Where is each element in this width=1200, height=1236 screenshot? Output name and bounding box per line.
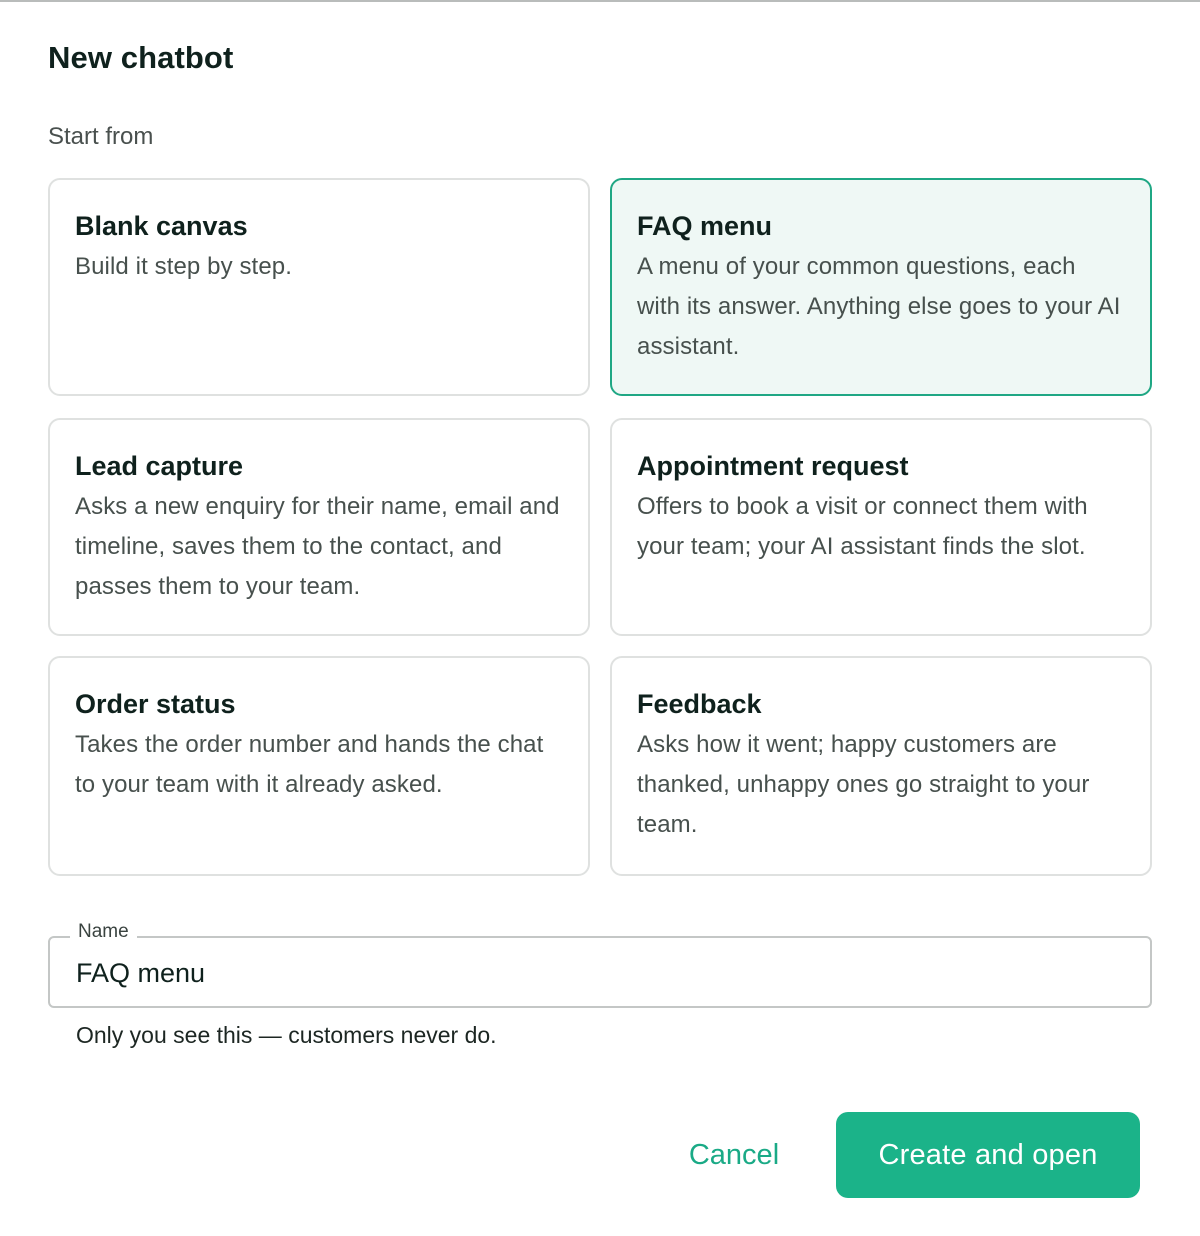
template-card-description: Asks how it went; happy customers are thanked, unhappy ones go straight to your team. xyxy=(637,731,1090,838)
name-helper-text: Only you see this — customers never do. xyxy=(76,1022,497,1048)
template-card-title: Feedback xyxy=(637,689,762,719)
name-input[interactable] xyxy=(76,956,1116,990)
template-card-description: A menu of your common questions, each with its answer. Anything else goes to your AI assistant. xyxy=(637,253,1121,360)
template-card-lead-capture[interactable] xyxy=(48,418,590,636)
template-card-description: Build it step by step. xyxy=(75,253,292,280)
dialog-title: New chatbot xyxy=(48,40,234,75)
cancel-button[interactable]: Cancel xyxy=(668,1112,800,1198)
template-card-appointment-request[interactable] xyxy=(610,418,1152,636)
template-card-faq-menu[interactable] xyxy=(610,178,1152,396)
template-card-title: Appointment request xyxy=(637,451,909,481)
template-card-title: FAQ menu xyxy=(637,211,773,241)
template-card-description: Offers to book a visit or connect them with your team; your AI assistant finds the slot. xyxy=(637,493,1088,560)
template-card-order-status[interactable] xyxy=(48,656,590,876)
template-card-description: Takes the order number and hands the chat to your team with it already asked. xyxy=(75,731,544,798)
template-card-feedback[interactable] xyxy=(610,656,1152,876)
template-card-description: Asks a new enquiry for their name, email and timeline, saves them to the contact, and passes them to your team. xyxy=(75,493,560,600)
name-field[interactable] xyxy=(48,921,1152,1008)
name-field-label: Name xyxy=(70,921,137,943)
template-card-title: Blank canvas xyxy=(75,211,248,241)
template-card-blank-canvas[interactable] xyxy=(48,178,590,396)
template-card-title: Lead capture xyxy=(75,451,244,481)
start-from-label: Start from xyxy=(48,123,154,150)
create-and-open-button[interactable]: Create and open xyxy=(836,1112,1140,1198)
template-card-title: Order status xyxy=(75,689,236,719)
